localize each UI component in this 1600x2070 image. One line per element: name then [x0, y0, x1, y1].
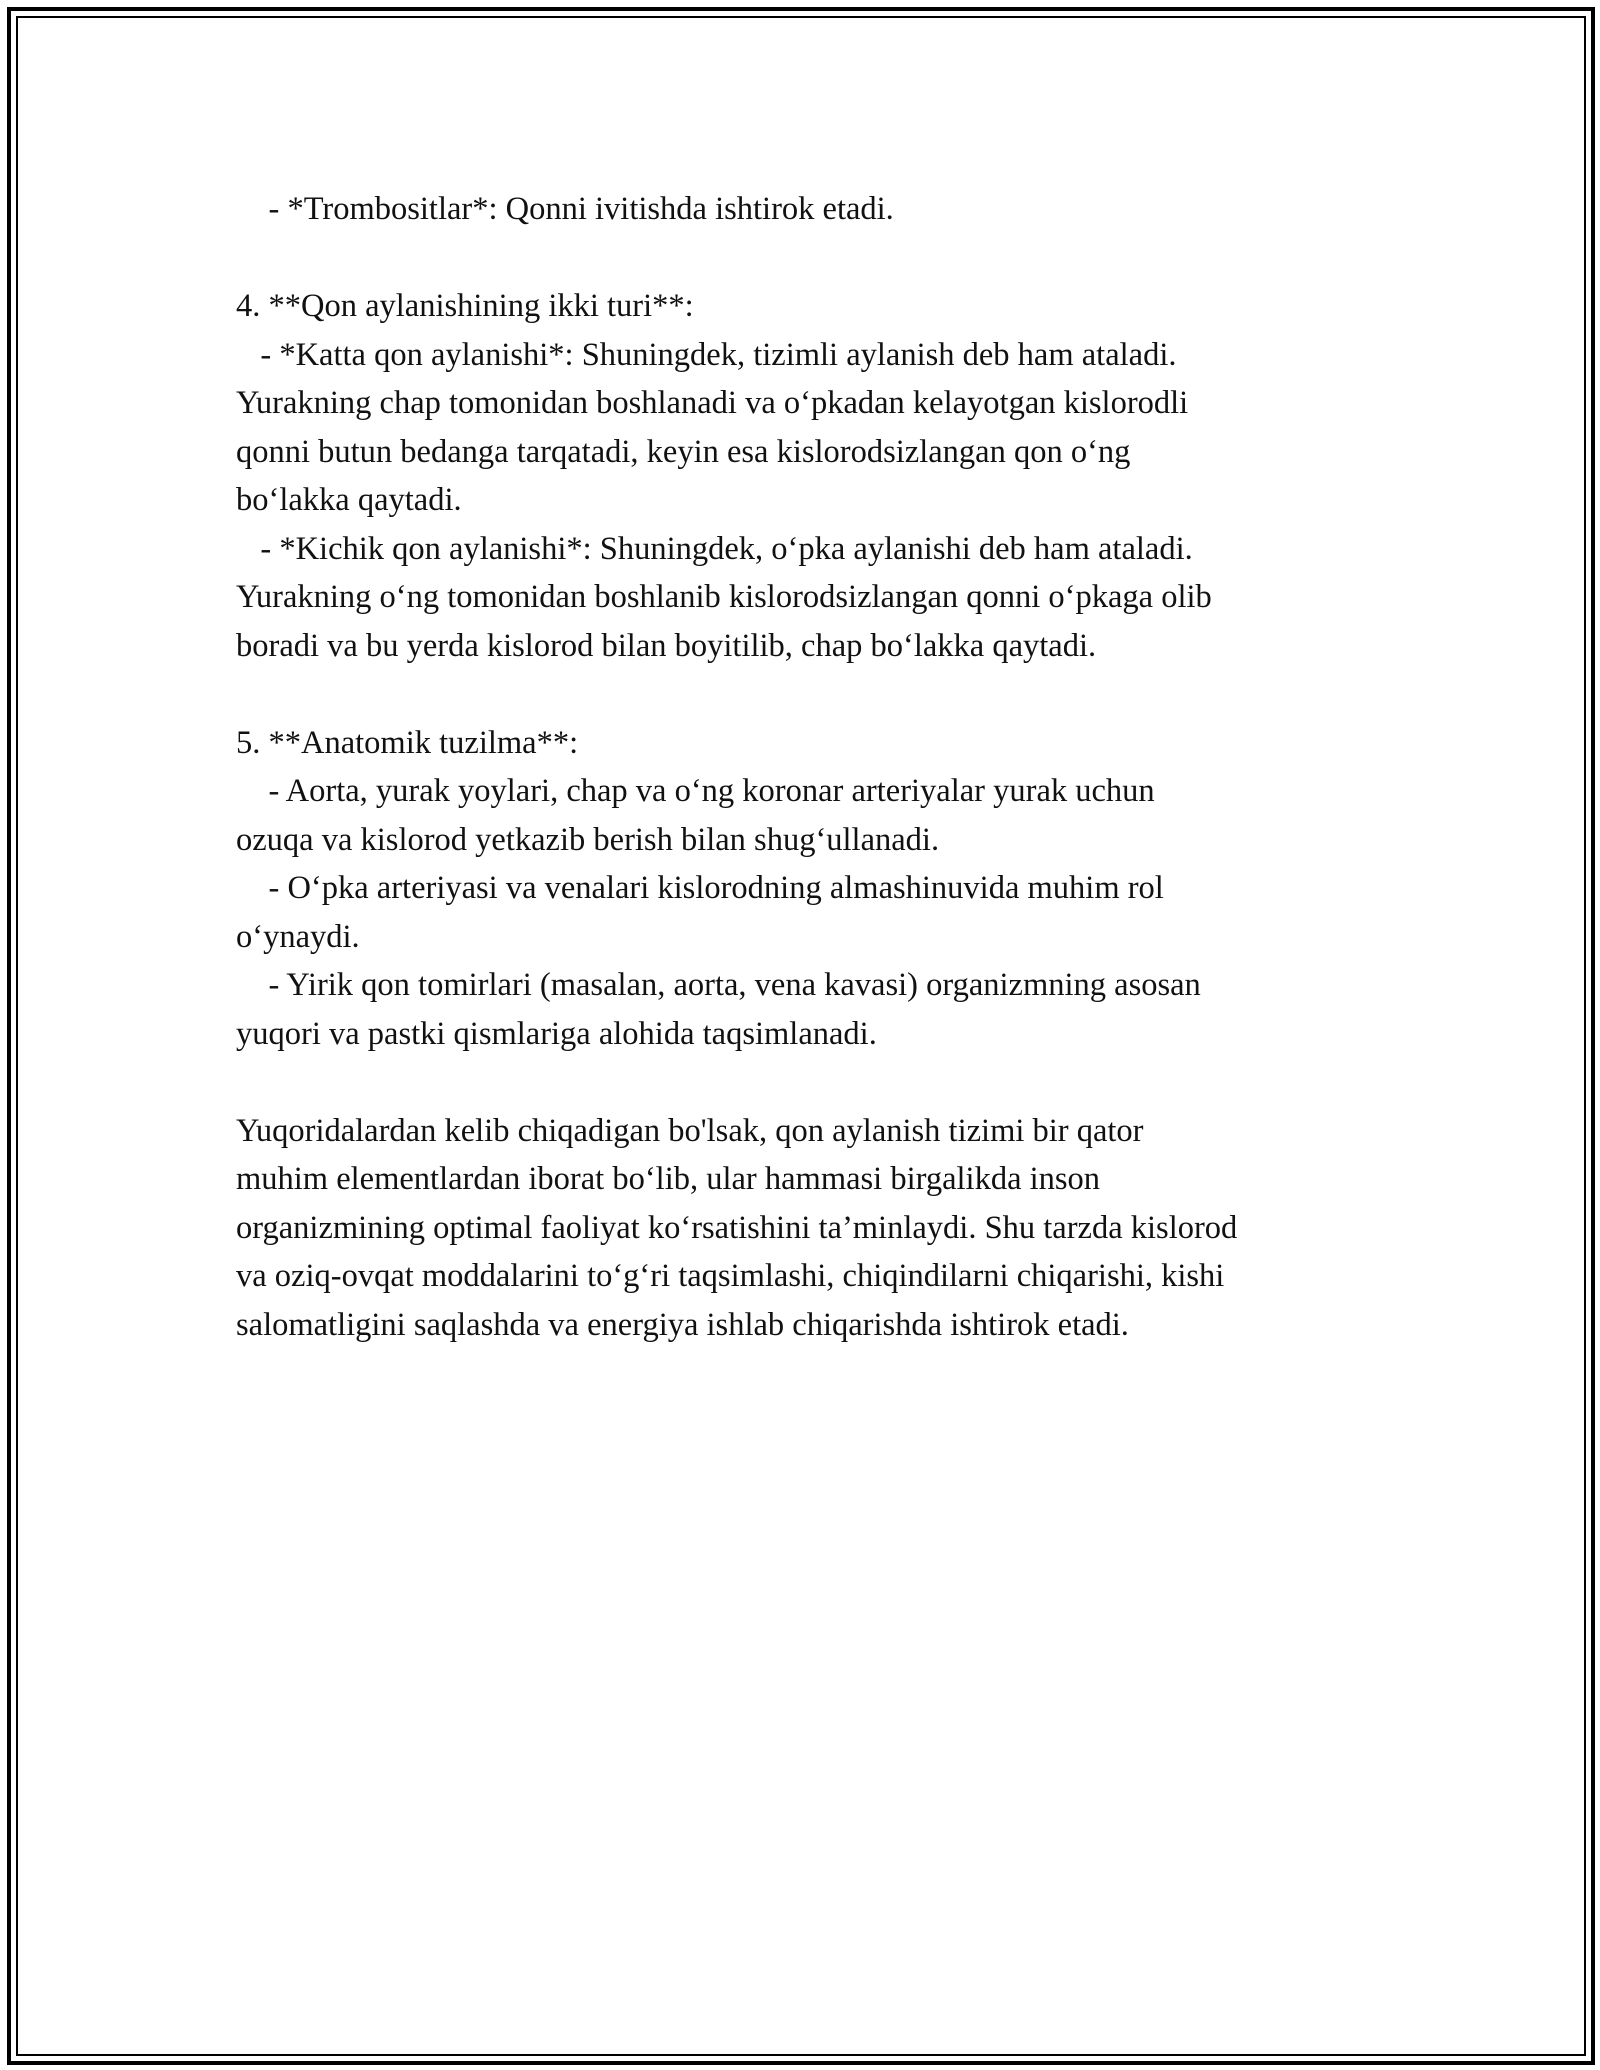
conclusion-paragraph-line: muhim elementlardan iborat bo‘lib, ular hammasi birgalikda inson	[236, 1161, 1101, 1197]
conclusion-paragraph-line: Yuqoridalardan kelib chiqadigan bo'lsak, qon aylanish tizimi bir qator	[236, 1112, 1144, 1149]
blank-line	[236, 670, 1396, 719]
list-item-katta-qon: - *Katta qon aylanishi*: Shuningdek, tizimli aylanish deb ham ataladi.	[236, 336, 1177, 373]
text-line: bo‘lakka qaytadi.	[236, 482, 462, 518]
list-item-opka: - O‘pka arteriyasi va venalari kislorodning almashinuvida muhim rol	[236, 870, 1164, 906]
blank-line	[236, 234, 1396, 283]
conclusion-paragraph-line: organizmining optimal faoliyat ko‘rsatishini ta’minlaydi. Shu tarzda kislorod	[236, 1209, 1238, 1246]
list-item-kichik-qon: - *Kichik qon aylanishi*: Shuningdek, o‘pka aylanishi deb ham ataladi.	[236, 530, 1193, 567]
conclusion-paragraph-line: va oziq-ovqat moddalarini to‘g‘ri taqsimlashi, chiqindilarni chiqarishi, kishi	[236, 1258, 1225, 1294]
text-line: yuqori va pastki qismlariga alohida taqsimlanadi.	[236, 1015, 877, 1052]
list-item-trombositlar: - *Trombositlar*: Qonni ivitishda ishtirok etadi.	[236, 191, 894, 227]
text-line: o‘ynaydi.	[236, 918, 360, 955]
text-line: Yurakning chap tomonidan boshlanadi va o‘pkadan kelayotgan kislorodli	[236, 385, 1189, 421]
text-line: Yurakning o‘ng tomonidan boshlanib kislorodsizlangan qonni o‘pkaga olib	[236, 579, 1212, 615]
blank-line	[236, 1058, 1396, 1107]
document-body	[236, 185, 1396, 1349]
section-heading-4: 4. **Qon aylanishining ikki turi**:	[236, 288, 694, 324]
text-line: qonni butun bedanga tarqatadi, keyin esa kislorodsizlangan qon o‘ng	[236, 433, 1131, 470]
text-line: boradi va bu yerda kislorod bilan boyitilib, chap bo‘lakka qaytadi.	[236, 627, 1097, 664]
section-heading-5: 5. **Anatomik tuzilma**:	[236, 724, 579, 761]
list-item-aorta: - Aorta, yurak yoylari, chap va o‘ng koronar arteriyalar yurak uchun	[236, 773, 1155, 809]
conclusion-paragraph-line: salomatligini saqlashda va energiya ishlab chiqarishda ishtirok etadi.	[236, 1306, 1129, 1343]
list-item-yirik: - Yirik qon tomirlari (masalan, aorta, vena kavasi) organizmning asosan	[236, 967, 1201, 1003]
text-line: ozuqa va kislorod yetkazib berish bilan shug‘ullanadi.	[236, 821, 940, 858]
